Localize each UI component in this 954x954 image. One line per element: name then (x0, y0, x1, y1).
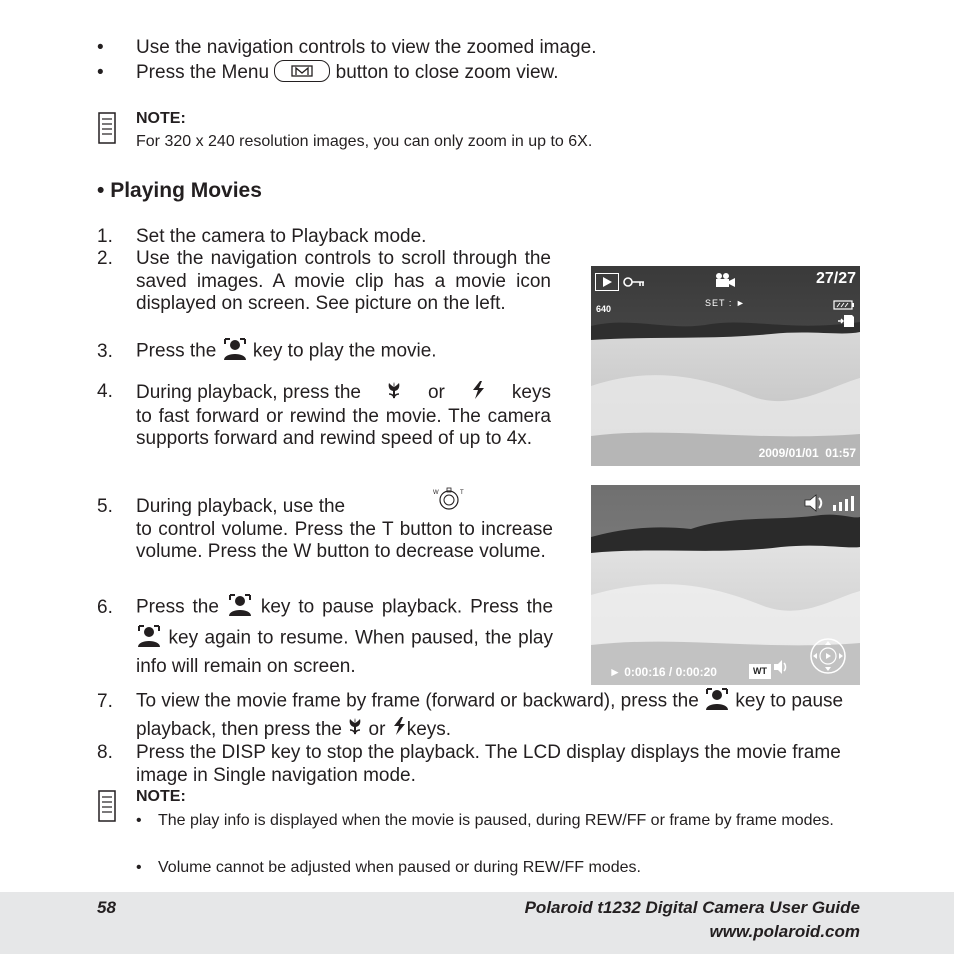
step-text (136, 592, 553, 679)
volume-level-icon (803, 493, 855, 518)
note-text: For 320 x 240 resolution images, you can only zoom in up to 6X. (136, 133, 593, 150)
zoom-wt-badge: WT (749, 664, 771, 679)
section-heading (97, 179, 262, 203)
portrait-key-icon (227, 592, 253, 623)
step-number: 3. (97, 341, 113, 362)
note-label: NOTE: (136, 788, 186, 805)
page-number: 58 (97, 898, 116, 917)
step-text (136, 686, 860, 742)
card-storage-icon (837, 314, 855, 333)
step-number: 7. (97, 691, 113, 712)
zoom-dial-icon (431, 487, 467, 518)
step-text-a: To view the movie frame by frame (forward or backward), press the (136, 690, 699, 712)
note-pad-icon (98, 790, 116, 822)
portrait-key-icon (136, 623, 162, 654)
protect-key-icon (623, 275, 645, 293)
macro-key-icon (386, 381, 402, 406)
step-text (136, 742, 860, 787)
resolution-icon: 640 (596, 304, 612, 314)
image-counter: 27/27 (815, 270, 856, 287)
note-bullet-marker: • (136, 859, 142, 876)
note-pad-icon (98, 112, 116, 144)
navigation-dial-icon (810, 638, 846, 679)
portrait-key-icon (704, 686, 730, 717)
portrait-key-icon (222, 336, 248, 367)
step-text-b: key to pause playback. Press the (260, 596, 554, 618)
note-item: The play info is displayed when the movie is paused, during REW/FF or frame by frame modes. (158, 812, 834, 829)
step-text-a: Press the (136, 742, 217, 763)
step-number: 4. (97, 381, 113, 402)
note-label: NOTE: (136, 110, 186, 127)
step-text-b: key to play the movie. (252, 340, 437, 362)
svg-text:W: W (432, 490, 439, 496)
intro-bullet-marker-2: • (97, 62, 104, 83)
step-text-a: During playback, press the (136, 382, 361, 403)
movie-camera-icon (713, 272, 737, 293)
guide-title: Polaroid t1232 Digital Camera User Guide (524, 898, 860, 917)
step-number: 2. (97, 248, 113, 269)
date-time-stamp: 2009/01/01 01:57 (758, 446, 856, 460)
step-number: 6. (97, 597, 113, 618)
macro-key-icon (347, 717, 363, 742)
step-text-a: During playback, use the (136, 496, 346, 517)
intro-bullet-1: Use the navigation controls to view the zoomed image. (136, 37, 597, 58)
step-text (136, 336, 437, 367)
note-bullet-marker: • (136, 812, 142, 829)
step-text-or: or (427, 382, 445, 403)
section-title: Playing Movies (110, 179, 262, 202)
set-play-label: SET : ► (705, 298, 746, 308)
step5-body: to control volume. Press the T button to increase volume. Press the W button to decrease volume. (136, 518, 553, 562)
note-item: Volume cannot be adjusted when paused or during REW/FF modes. (158, 859, 641, 876)
step-text-c: keys. (406, 719, 452, 740)
intro-bullet-2-text-b: button to close zoom view. (335, 62, 559, 84)
step-text-b: key to stop the playback. The LCD display displays the movie frame image in Single navigation mode. (136, 742, 841, 786)
intro-bullet-2-text-a: Press the Menu (136, 62, 270, 84)
step-text-c: key again to resume. When paused, the play info will remain on screen. (136, 627, 553, 677)
movie-playing-screen-image (591, 485, 860, 685)
flash-key-icon (391, 717, 407, 742)
step-text-or: or (368, 719, 386, 740)
step-text-b: key to pause playback, then press the (136, 690, 844, 740)
volume-icon (773, 659, 789, 680)
svg-text:T: T (459, 490, 464, 496)
menu-button-icon (274, 60, 330, 82)
step-text: Set the camera to Playback mode. (136, 226, 427, 247)
play-mode-icon (595, 273, 619, 291)
website-url: www.polaroid.com (709, 922, 860, 941)
step-text-a: Press the (136, 340, 217, 362)
step-number: 5. (97, 496, 113, 517)
disp-key-label: DISP (221, 742, 266, 763)
intro-bullet-marker-1: • (97, 37, 104, 58)
intro-bullet-2 (136, 62, 558, 85)
step-text: Use the navigation controls to scroll through the saved images. A movie clip has a movie icon displayed on screen. See picture on the left. (136, 248, 551, 314)
flash-key-icon (470, 381, 486, 406)
section-bullet: • (97, 179, 105, 202)
step-number: 8. (97, 742, 113, 763)
step-number: 1. (97, 226, 113, 247)
battery-icon (833, 297, 855, 315)
step-text: During playback, press the or keys to fast forward or rewind the movie. The camera supports forward and rewind speed of up to 4x. (136, 382, 551, 449)
playback-time: ► 0:00:16 / 0:00:20 (609, 665, 717, 679)
step-text-a: Press the (136, 596, 219, 618)
step-text (136, 490, 553, 564)
playback-screen-image (591, 266, 860, 466)
